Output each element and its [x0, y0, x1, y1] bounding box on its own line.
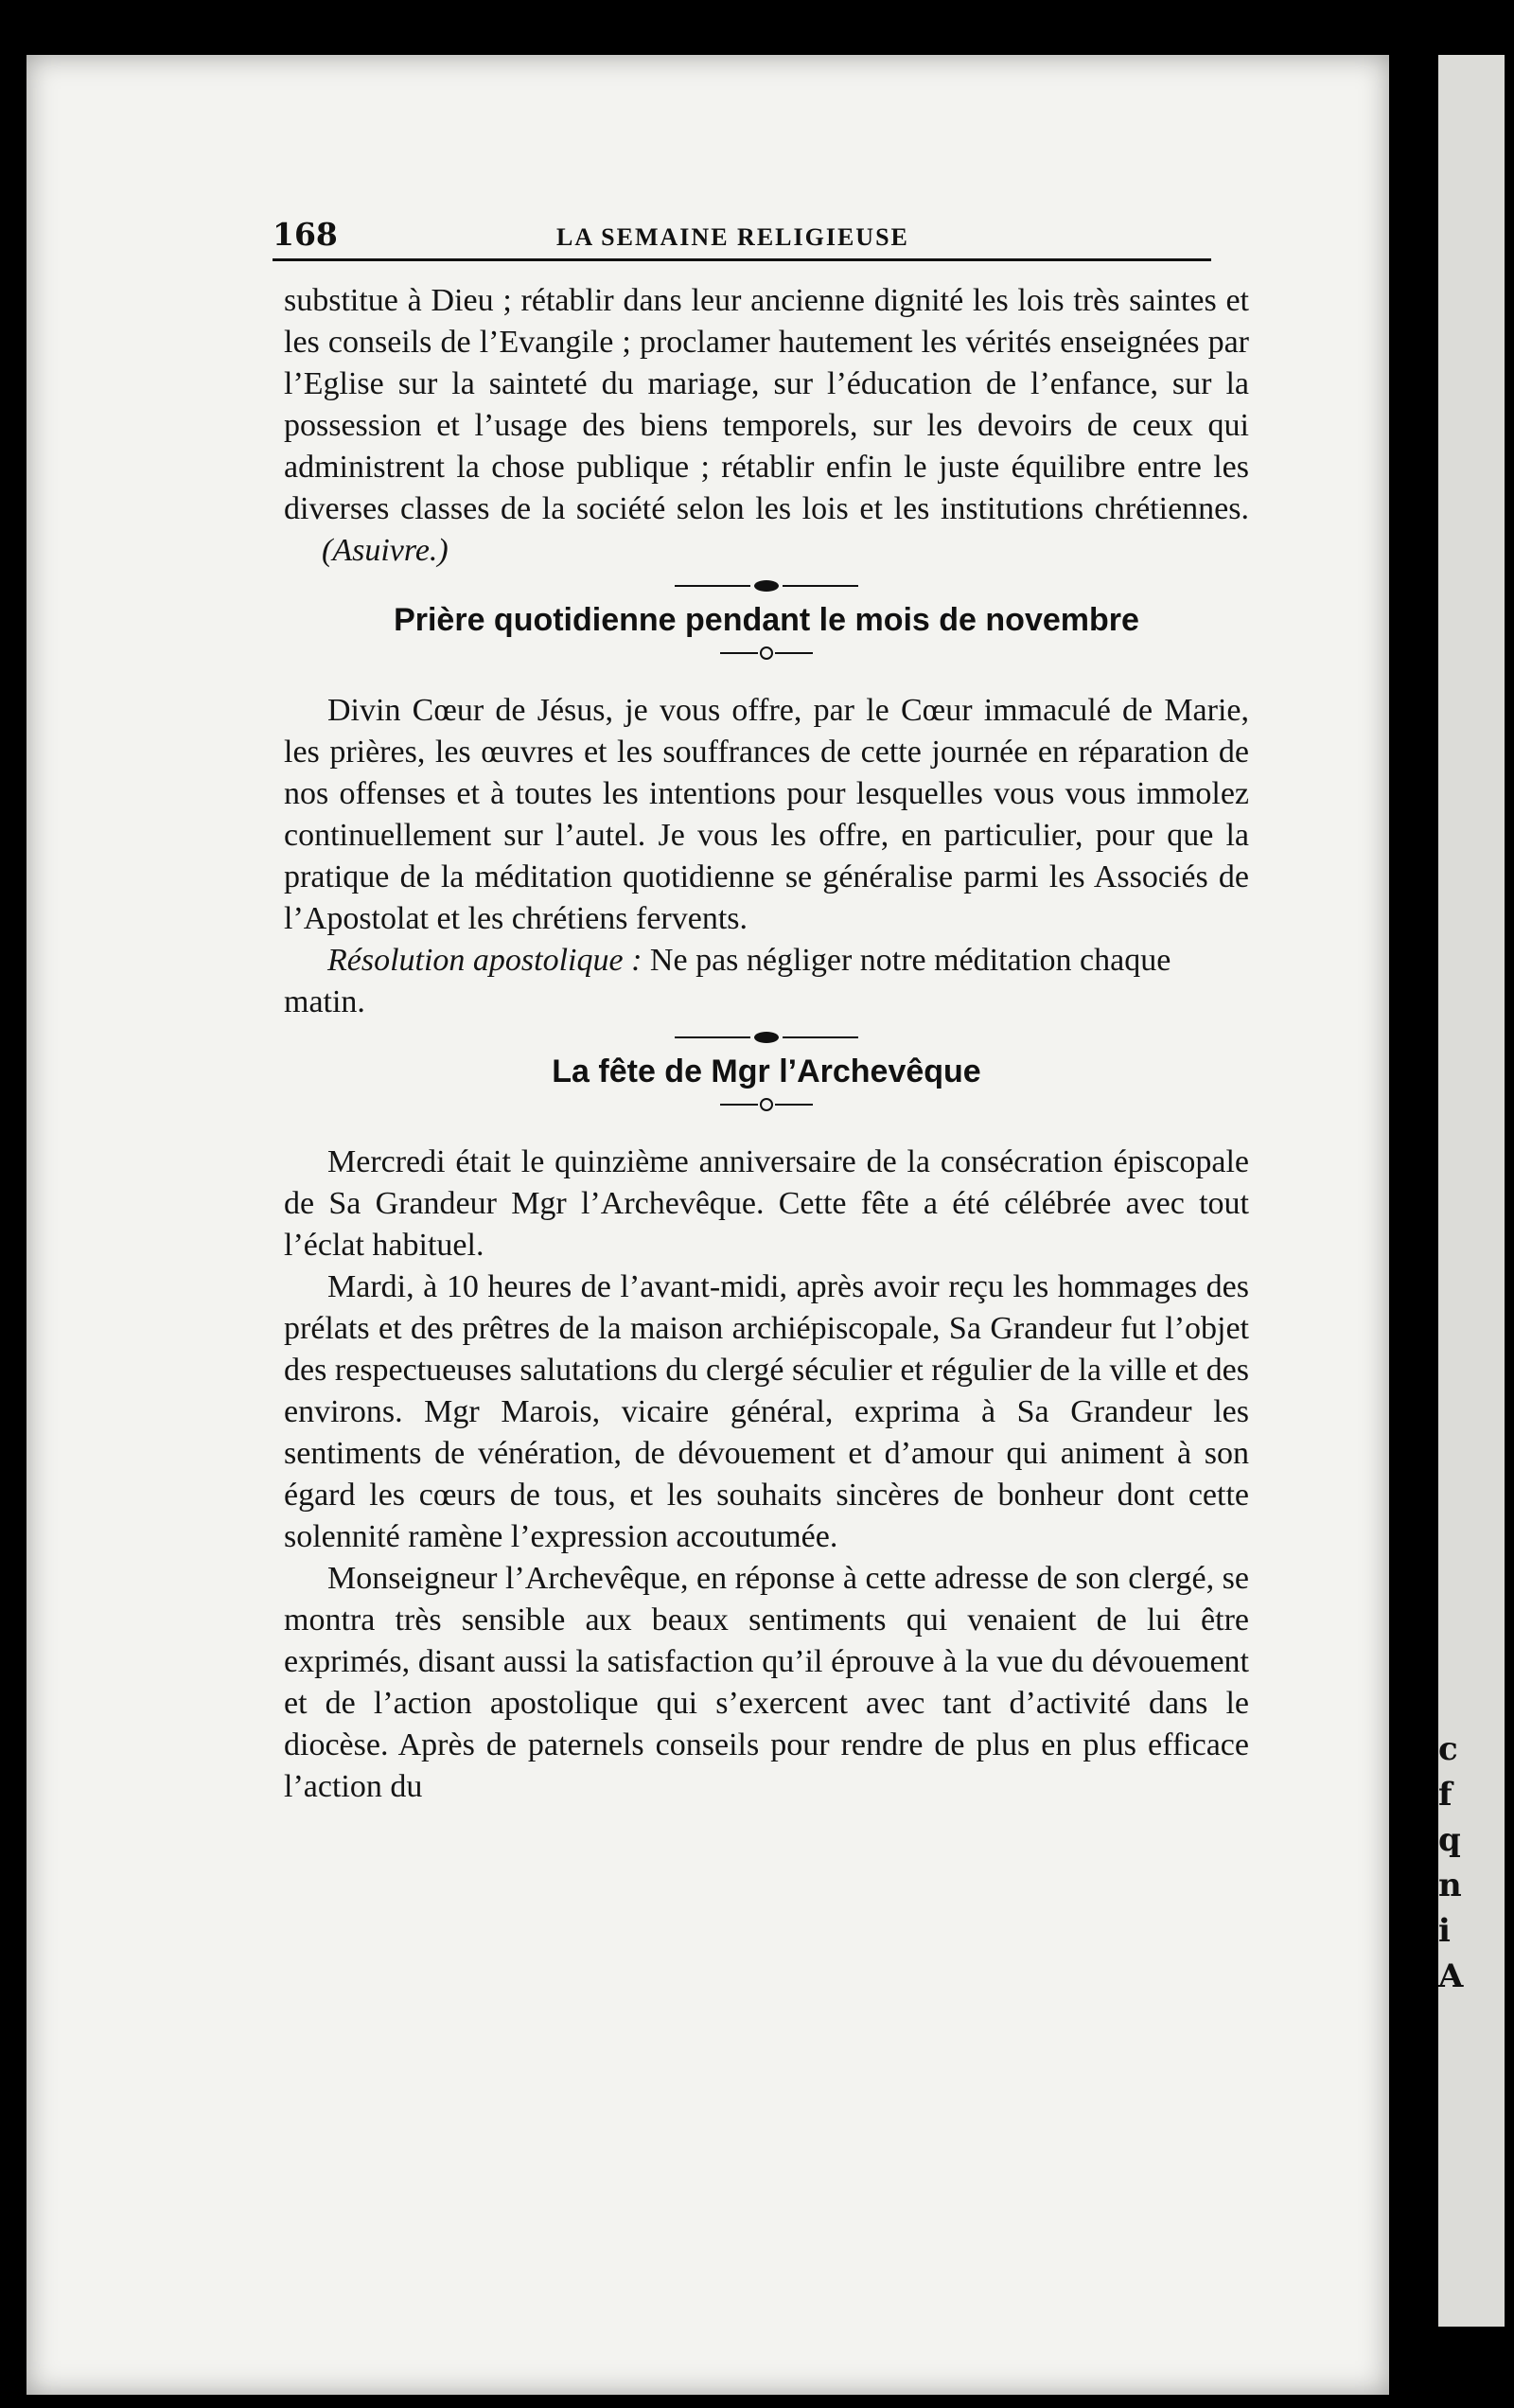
feast-paragraph: Mercredi était le quinzième anniversaire de la consécration épiscopale de Sa Grandeur Mgr l’Archevêque. Cette fête a été célébrée avec tout l’éclat habituel.	[284, 1144, 1249, 1263]
intro-text: substitue à Dieu ; rétablir dans leur ancienne dignité les lois très saintes et les conseils de l’Evangile ; proclamer hautement les vérités enseignées par l’Eglise sur la sainteté du mariage, sur l’éducation de l’enfance, sur la possession et l’usage des biens temporels, sur les devoirs de ceux qui administrent la chose publique ; rétablir enfin le juste équilibre entre les diverses classes de la société selon les lois et les institutions chrétiennes.	[284, 283, 1249, 526]
fragment-letter: A	[1438, 1957, 1464, 1995]
fragment-letter: q	[1438, 1821, 1461, 1859]
feast-paragraph: Mardi, à 10 heures de l’avant-midi, après avoir reçu les hommages des prélats et des prêtres de la maison archiépiscopale, Sa Grandeur fut l’objet des respectueuses salutations du clergé séculier et régulier de la ville et des environs. Mgr Marois, vicaire général, exprima à Sa Grandeur les sentiments de vénération, de dévouement et d’amour qui animent à son égard les cœurs de tous, et les souhaits sincères de bonheur dont cette solennité ramène l’expression accoutumée.	[284, 1269, 1249, 1554]
running-title: LA SEMAINE RELIGIEUSE	[556, 223, 909, 251]
continued-note: (Asuivre.)	[322, 533, 449, 568]
resolution-text: Ne pas négliger notre méditation chaque matin.	[284, 943, 1171, 1019]
running-header	[273, 216, 1211, 261]
fragment-letter: i	[1438, 1912, 1451, 1950]
page-content	[284, 280, 1249, 1808]
prayer-heading: Prière quotidienne pendant le mois de novembre	[394, 602, 1139, 638]
intro-paragraph	[284, 280, 1249, 572]
feast-heading: La fête de Mgr l’Archevêque	[552, 1054, 981, 1089]
fleuron-divider	[284, 577, 1249, 594]
fragment-letter: f	[1438, 1776, 1452, 1814]
resolution-label: Résolution apostolique :	[327, 943, 643, 978]
ring-divider	[284, 645, 1249, 662]
fleuron-divider	[284, 1029, 1249, 1046]
feast-paragraph: Monseigneur l’Archevêque, en réponse à cette adresse de son clergé, se montra très sensible aux beaux sentiments qui venaient de lui être exprimés, disant aussi la satisfaction qu’il éprouve à la vue du dévouement et de l’action apostolique qui s’exercent avec tant d’activité dans le diocèse. Après de paternels conseils pour rendre de plus en plus efficace l’action du	[284, 1561, 1249, 1804]
ring-divider	[284, 1096, 1249, 1113]
prayer-body: Divin Cœur de Jésus, je vous offre, par le Cœur immaculé de Marie, les prières, les œuvres et les souffrances de cette journée en réparation de nos offenses et à toutes les intentions pour lesquelles vous vous immolez continuellement sur l’autel. Je vous les offre, en particulier, pour que la pratique de la méditation quotidienne se généralise parmi les Associés de l’Apostolat et les chrétiens fervents.	[284, 693, 1249, 936]
page-number: 168	[273, 216, 338, 253]
fragment-letter: c	[1438, 1730, 1458, 1768]
resolution-line	[284, 940, 1249, 1023]
adjacent-page-edge	[1438, 55, 1505, 2327]
fragment-letter: n	[1438, 1867, 1462, 1904]
